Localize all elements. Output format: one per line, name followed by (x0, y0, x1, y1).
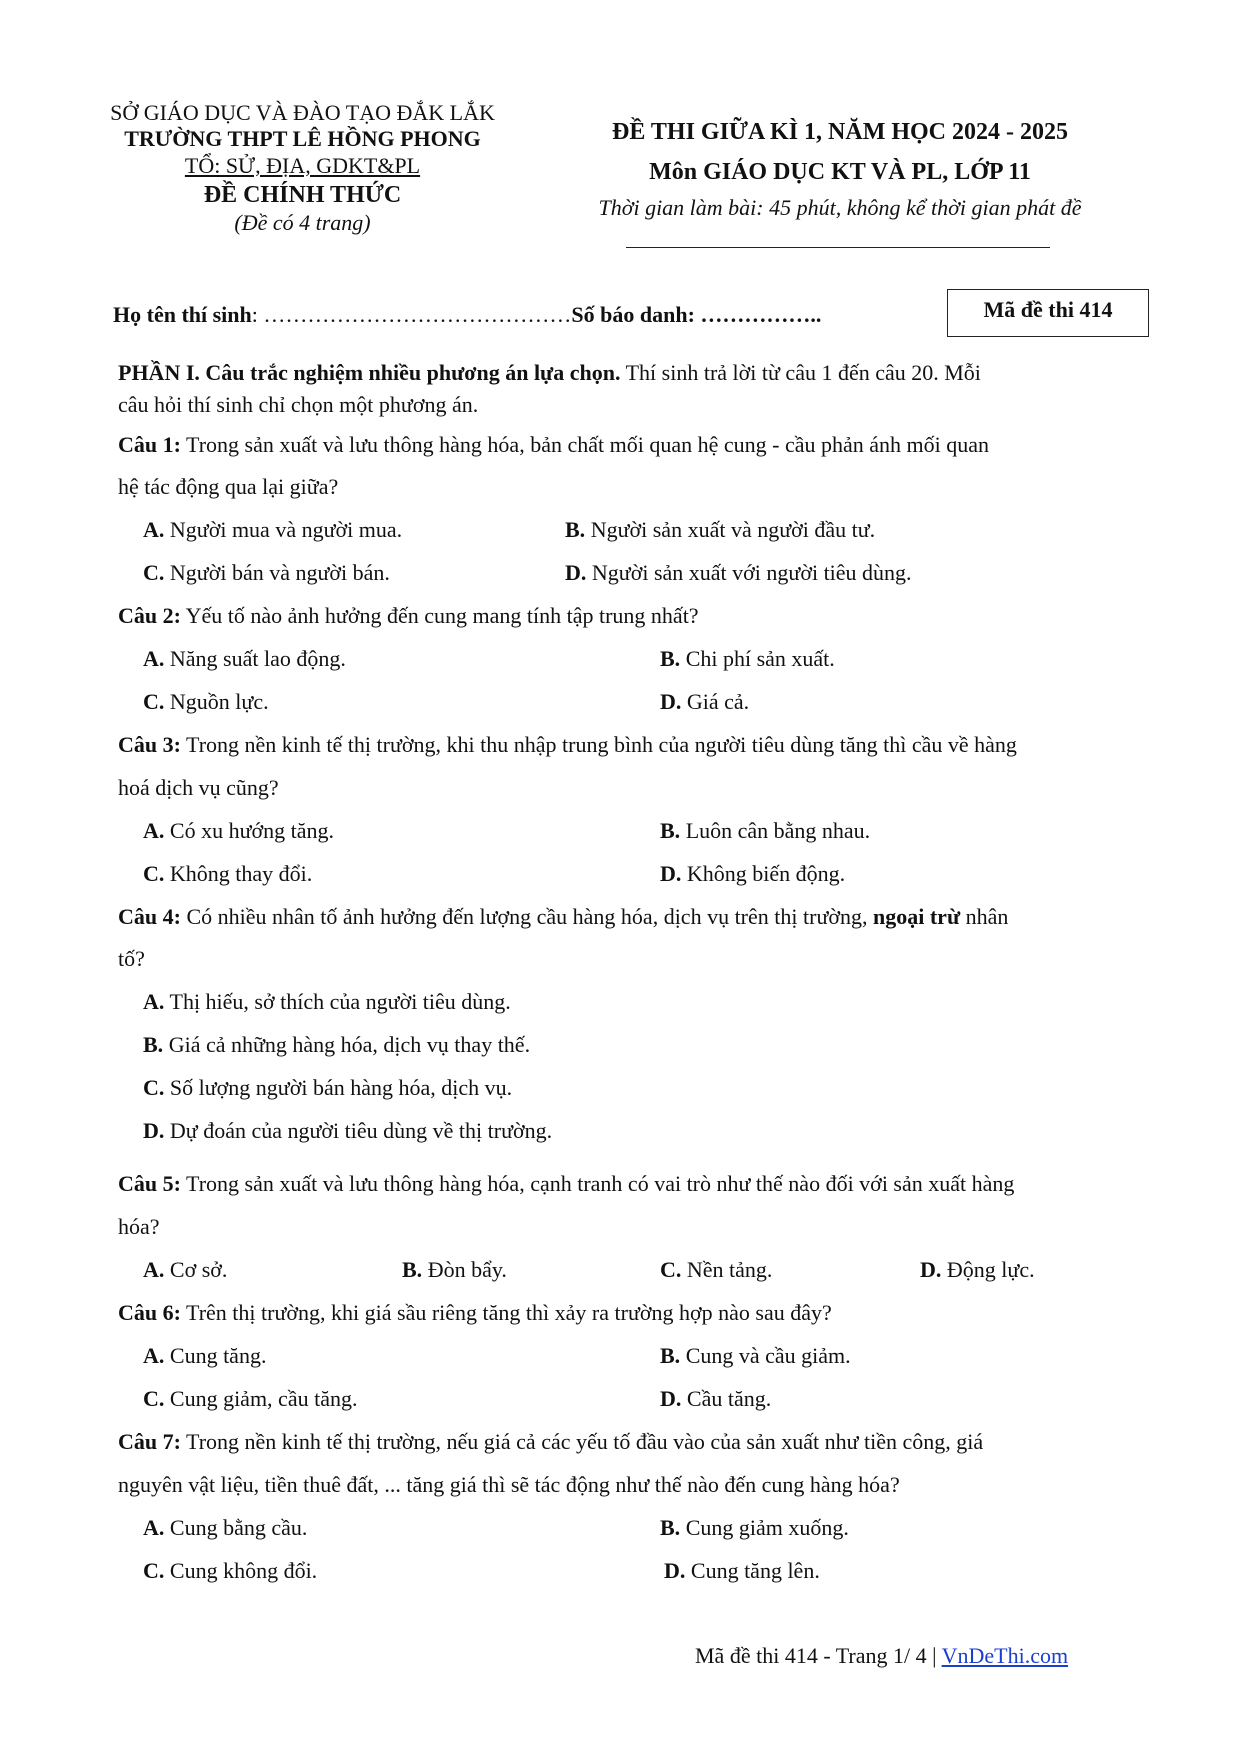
question-text: Yếu tố nào ảnh hưởng đến cung mang tính tập trung nhất? (180, 603, 699, 628)
option-letter: B. (565, 517, 586, 542)
footer-text: Mã đề thi 414 - Trang 1/ 4 | (695, 1643, 942, 1668)
q5-option-d[interactable] (920, 1257, 1035, 1283)
option-text: Người mua và người mua. (169, 517, 403, 542)
question-2 (118, 603, 699, 629)
q6-option-d[interactable] (660, 1386, 771, 1412)
part1-instruction-1: Thí sinh trả lời từ câu 1 đến câu 20. Mỗi (620, 360, 981, 385)
question-4 (118, 904, 1008, 930)
part1-line-1 (118, 360, 981, 386)
official-label: ĐỀ CHÍNH THỨC (203, 182, 402, 208)
question-5-cont: hóa? (118, 1214, 160, 1239)
question-label: Câu 1: (118, 432, 181, 457)
q1-option-c[interactable] (143, 560, 390, 586)
option-text: Cầu tăng. (686, 1386, 772, 1411)
group-name: TỔ: SỬ, ĐỊA, GDKT&PL (184, 153, 421, 178)
q4-option-d[interactable] (143, 1118, 552, 1144)
q4-option-a[interactable] (143, 989, 511, 1015)
question-label: Câu 7: (118, 1429, 181, 1454)
q2-option-b[interactable] (660, 646, 835, 672)
option-letter: C. (143, 689, 165, 714)
q7-option-d[interactable] (664, 1558, 820, 1584)
option-text: Người sản xuất với người tiêu dùng. (591, 560, 912, 585)
q5-option-c[interactable] (660, 1257, 772, 1283)
question-emphasis: ngoại trừ (873, 904, 961, 929)
question-7-cont: nguyên vật liệu, tiền thuê đất, ... tăng giá thì sẽ tác động như thế nào đến cung hàng hóa? (118, 1472, 900, 1497)
q5-option-a[interactable] (143, 1257, 227, 1283)
page-footer (695, 1643, 1068, 1669)
option-letter: C. (143, 1075, 165, 1100)
q3-option-c[interactable] (143, 861, 312, 887)
exam-time: Thời gian làm bài: 45 phút, không kể thời gian phát đề (598, 195, 1082, 220)
question-label: Câu 6: (118, 1300, 181, 1325)
option-letter: B. (402, 1257, 423, 1282)
student-id-label: Số báo danh: (571, 302, 695, 327)
option-text: Nguồn lực. (169, 689, 269, 714)
q3-option-a[interactable] (143, 818, 334, 844)
option-text: Chi phí sản xuất. (685, 646, 835, 671)
question-3 (118, 732, 1017, 758)
option-letter: A. (143, 646, 165, 671)
option-text: Luôn cân bằng nhau. (685, 818, 871, 843)
option-letter: C. (143, 560, 165, 585)
question-text: Trong sản xuất và lưu thông hàng hóa, bản chất mối quan hệ cung - cầu phản ánh mối quan (180, 432, 989, 457)
question-text: Trong sản xuất và lưu thông hàng hóa, cạnh tranh có vai trò như thế nào đối với sản xuất hàng (180, 1171, 1015, 1196)
q7-option-b[interactable] (660, 1515, 849, 1541)
option-letter: D. (664, 1558, 686, 1583)
option-text: Cung không đổi. (169, 1558, 318, 1583)
question-1 (118, 432, 989, 458)
question-label: Câu 2: (118, 603, 181, 628)
option-letter: C. (143, 1558, 165, 1583)
option-text: Không thay đổi. (169, 861, 313, 886)
option-text: Động lực. (946, 1257, 1035, 1282)
option-text: Cung bằng cầu. (169, 1515, 308, 1540)
option-text: Người bán và người bán. (169, 560, 390, 585)
exam-title: ĐỀ THI GIỮA KÌ 1, NĂM HỌC 2024 - 2025 (611, 119, 1069, 145)
header-divider (626, 247, 1050, 248)
option-letter: A. (143, 1343, 165, 1368)
option-text: Nền tảng. (686, 1257, 773, 1282)
option-text: Người sản xuất và người đầu tư. (590, 517, 876, 542)
option-letter: C. (660, 1257, 682, 1282)
option-text: Không biến động. (686, 861, 846, 886)
question-6 (118, 1300, 832, 1326)
option-text: Cơ sở. (169, 1257, 228, 1282)
q7-option-c[interactable] (143, 1558, 317, 1584)
q1-option-b[interactable] (565, 517, 875, 543)
option-text: Dự đoán của người tiêu dùng về thị trường. (169, 1118, 553, 1143)
question-5 (118, 1171, 1014, 1197)
header-right (570, 112, 1110, 224)
question-label: Câu 4: (118, 904, 181, 929)
option-text: Cung và cầu giảm. (685, 1343, 851, 1368)
exam-code-box: Mã đề thi 414 (947, 289, 1149, 337)
option-letter: B. (143, 1032, 164, 1057)
q6-option-c[interactable] (143, 1386, 357, 1412)
question-label: Câu 5: (118, 1171, 181, 1196)
q4-option-c[interactable] (143, 1075, 512, 1101)
question-4-cont: tố? (118, 946, 145, 971)
q1-option-d[interactable] (565, 560, 912, 586)
student-info-row (113, 302, 821, 328)
department-name: SỞ GIÁO DỤC VÀ ĐÀO TẠO ĐẮK LẮK (110, 100, 495, 125)
question-label: Câu 3: (118, 732, 181, 757)
pages-note: (Đề có 4 trang) (234, 210, 371, 235)
q4-option-b[interactable] (143, 1032, 530, 1058)
q6-option-b[interactable] (660, 1343, 851, 1369)
option-text: Cung tăng. (169, 1343, 267, 1368)
q2-option-c[interactable] (143, 689, 269, 715)
question-text: Trong nền kinh tế thị trường, nếu giá cả các yếu tố đầu vào của sản xuất như tiền công, giá (180, 1429, 984, 1454)
exam-subject: Môn GIÁO DỤC KT VÀ PL, LỚP 11 (649, 159, 1031, 185)
option-letter: B. (660, 646, 681, 671)
q3-option-b[interactable] (660, 818, 870, 844)
part1-title: PHẦN I. Câu trắc nghiệm nhiều phương án lựa chọn. (118, 360, 621, 385)
question-text: Có nhiều nhân tố ảnh hưởng đến lượng cầu hàng hóa, dịch vụ trên thị trường, (180, 904, 873, 929)
question-1-cont: hệ tác động qua lại giữa? (118, 474, 339, 499)
option-letter: B. (660, 818, 681, 843)
school-name: TRƯỜNG THPT LÊ HỒNG PHONG (124, 126, 481, 151)
q2-option-a[interactable] (143, 646, 346, 672)
option-letter: D. (660, 689, 682, 714)
option-letter: C. (143, 861, 165, 886)
option-letter: D. (565, 560, 587, 585)
q5-option-b[interactable] (402, 1257, 507, 1283)
option-text: Có xu hướng tăng. (169, 818, 334, 843)
student-id-dots: …………….. (694, 302, 822, 327)
student-name-dots: : …………………………………… (251, 302, 572, 327)
q7-option-a[interactable] (143, 1515, 307, 1541)
option-text: Thị hiếu, sở thích của người tiêu dùng. (169, 989, 511, 1014)
q2-option-d[interactable] (660, 689, 749, 715)
option-letter: A. (143, 1257, 165, 1282)
option-text: Giá cả. (686, 689, 750, 714)
option-letter: A. (143, 818, 165, 843)
option-letter: D. (660, 1386, 682, 1411)
option-letter: D. (143, 1118, 165, 1143)
option-text: Cung giảm xuống. (685, 1515, 849, 1540)
q1-option-a[interactable] (143, 517, 402, 543)
option-letter: B. (660, 1343, 681, 1368)
option-letter: A. (143, 1515, 165, 1540)
question-text-end: nhân (960, 904, 1009, 929)
option-text: Đòn bẩy. (427, 1257, 507, 1282)
option-letter: A. (143, 517, 165, 542)
part1-line-2: câu hỏi thí sinh chỉ chọn một phương án. (118, 392, 479, 417)
question-text: Trong nền kinh tế thị trường, khi thu nhập trung bình của người tiêu dùng tăng thì cầu về hàng (180, 732, 1017, 757)
student-name-label: Họ tên thí sinh (113, 302, 252, 327)
option-letter: C. (143, 1386, 165, 1411)
q3-option-d[interactable] (660, 861, 845, 887)
question-7 (118, 1429, 983, 1455)
q6-option-a[interactable] (143, 1343, 266, 1369)
question-text: Trên thị trường, khi giá sầu riêng tăng thì xảy ra trường hợp nào sau đây? (180, 1300, 832, 1325)
option-text: Năng suất lao động. (169, 646, 346, 671)
option-letter: D. (660, 861, 682, 886)
header-left (60, 100, 545, 236)
option-text: Cung tăng lên. (690, 1558, 820, 1583)
option-letter: A. (143, 989, 165, 1014)
option-letter: B. (660, 1515, 681, 1540)
question-3-cont: hoá dịch vụ cũng? (118, 775, 279, 800)
footer-link[interactable]: VnDeThi.com (941, 1643, 1069, 1668)
option-text: Giá cả những hàng hóa, dịch vụ thay thế. (168, 1032, 531, 1057)
option-text: Số lượng người bán hàng hóa, dịch vụ. (169, 1075, 513, 1100)
option-letter: D. (920, 1257, 942, 1282)
option-text: Cung giảm, cầu tăng. (169, 1386, 358, 1411)
